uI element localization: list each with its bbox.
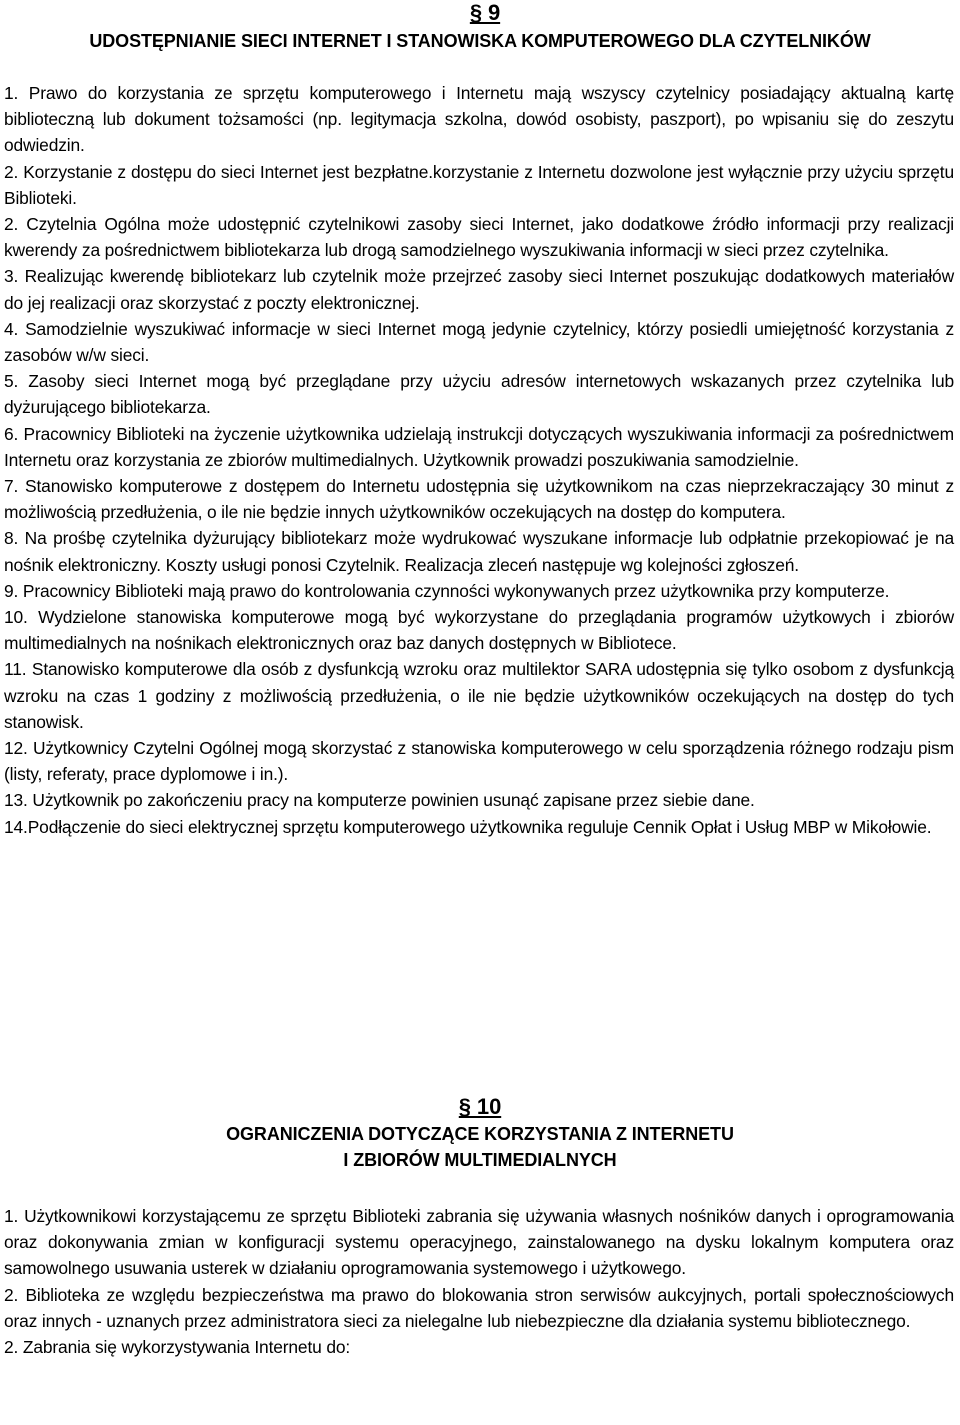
section-9-paragraph: 2. Korzystanie z dostępu do sieci Internet jest bezpłatne.korzystanie z Internetu dozwolone jest wyłącznie przy użyciu sprzętu Biblioteki. (4, 161, 954, 208)
section-9-title: UDOSTĘPNIANIE SIECI INTERNET I STANOWISKA KOMPUTEROWEGO DLA CZYTELNIKÓW (89, 31, 871, 51)
section-9-paragraph: 11. Stanowisko komputerowe dla osób z dysfunkcją wzroku oraz multilektor SARA udostępnia się tylko osobom z dysfunkcją wzroku na czas 1 godziny z możliwością przedłużenia, o ile nie będzie użytkowników oczekujących na dostęp do tych stanowisk. (4, 659, 954, 732)
section-9-paragraph: 2. Czytelnia Ogólna może udostępnić czytelnikowi zasoby sieci Internet, jako dodatkowe źródło informacji przy realizacji kwerendy za pośrednictwem bibliotekarza lub drogą samodzielnego wyszukiwania informacji w sieci przez czytelnika. (4, 214, 954, 261)
section-10-title-line1: OGRANICZENIA DOTYCZĄCE KORZYSTANIA Z INTERNETU (226, 1124, 734, 1144)
section-9-paragraph: 4. Samodzielnie wyszukiwać informacje w sieci Internet mogą jedynie czytelnicy, którzy posiedli umiejętność korzystania z zasobów w/w sieci. (4, 318, 954, 366)
section-9-heading (0, 0, 960, 54)
section-9-paragraph: 13. Użytkownik po zakończeniu pracy na komputerze powinien usunąć zapisane przez siebie dane. (4, 790, 755, 811)
section-10-heading (0, 1094, 960, 1173)
section-9-paragraph: 9. Pracownicy Biblioteki mają prawo do kontrolowania czynności wykonywanych przez użytkownika przy komputerze. (4, 580, 890, 601)
section-10-paragraph: 2. Biblioteka ze względu bezpieczeństwa ma prawo do blokowania stron serwisów aukcyjnych, portali społecznościowych oraz innych - uznanych przez administratora sieci za nielegalne lub niebezpieczne dla działania systemu bibliotecznego. (4, 1284, 954, 1331)
section-9-paragraph: 7. Stanowisko komputerowe z dostępem do Internetu udostępnia się użytkownikom na czas nieprzekraczający 30 minut z możliwością przedłużenia, o ile nie będzie innych użytkowników oczekujących na dostęp do komputera. (4, 476, 954, 523)
section-10-number: § 10 (458, 1094, 502, 1119)
section-10-title-line2: I ZBIORÓW MULTIMEDIALNYCH (343, 1150, 617, 1170)
section-9-paragraph: 8. Na prośbę czytelnika dyżurujący bibliotekarz może wydrukować wyszukane informacje lub odpłatnie przekopiować je na nośnik elektroniczny. Koszty usługi ponosi Czytelnik. Realizacja zleceń następuje wg kolejności zgłoszeń. (4, 528, 954, 575)
section-9-number: § 9 (469, 0, 501, 25)
section-9-paragraph: 12. Użytkownicy Czytelni Ogólnej mogą skorzystać z stanowiska komputerowego w celu sporządzenia różnego rodzaju pism (listy, referaty, prace dyplomowe i in.). (4, 738, 954, 785)
section-10-paragraph: 2. Zabrania się wykorzystywania Internetu do: (4, 1337, 351, 1358)
section-9-body (4, 80, 954, 840)
section-9-paragraph: 14.Podłączenie do sieci elektrycznej sprzętu komputerowego użytkownika reguluje Cennik Opłat i Usług MBP w Mikołowie. (4, 816, 932, 837)
section-10-body (4, 1203, 954, 1360)
section-9-paragraph: 10. Wydzielone stanowiska komputerowe mogą być wykorzystane do przeglądania programów użytkowych i zbiorów multimedialnych na nośnikach elektronicznych oraz baz danych dostępnych w Bibliotece. (4, 607, 954, 654)
section-9-paragraph: 5. Zasoby sieci Internet mogą być przeglądane przy użyciu adresów internetowych wskazanych przez czytelnika lub dyżurującego bibliotekarza. (4, 371, 954, 418)
section-10-paragraph: 1. Użytkownikowi korzystającemu ze sprzętu Biblioteki zabrania się używania własnych nośników danych i oprogramowania oraz dokonywania zmian w konfiguracji systemu operacyjnego, zainstalowanego na dysku lokalnym komputera oraz samowolnego usuwania usterek w działaniu oprogramowania systemowego i użytkowego. (4, 1206, 954, 1279)
section-9-paragraph: 1. Prawo do korzystania ze sprzętu komputerowego i Internetu mają wszyscy czytelnicy posiadający aktualną kartę biblioteczną lub dokument tożsamości (np. legitymacja szkolna, dowód osobisty, paszport), po wpisaniu się do zeszytu odwiedzin. (4, 83, 954, 156)
section-9-paragraph: 6. Pracownicy Biblioteki na życzenie użytkownika udzielają instrukcji dotyczących wyszukiwania informacji za pośrednictwem Internetu oraz korzystania ze zbiorów multimedialnych. Użytkownik prowadzi poszukiwania samodzielnie. (4, 423, 954, 470)
section-9-paragraph: 3. Realizując kwerendę bibliotekarz lub czytelnik może przejrzeć zasoby sieci Internet poszukując dodatkowych materiałów do jej realizacji oraz skorzystać z poczty elektronicznej. (4, 266, 954, 313)
